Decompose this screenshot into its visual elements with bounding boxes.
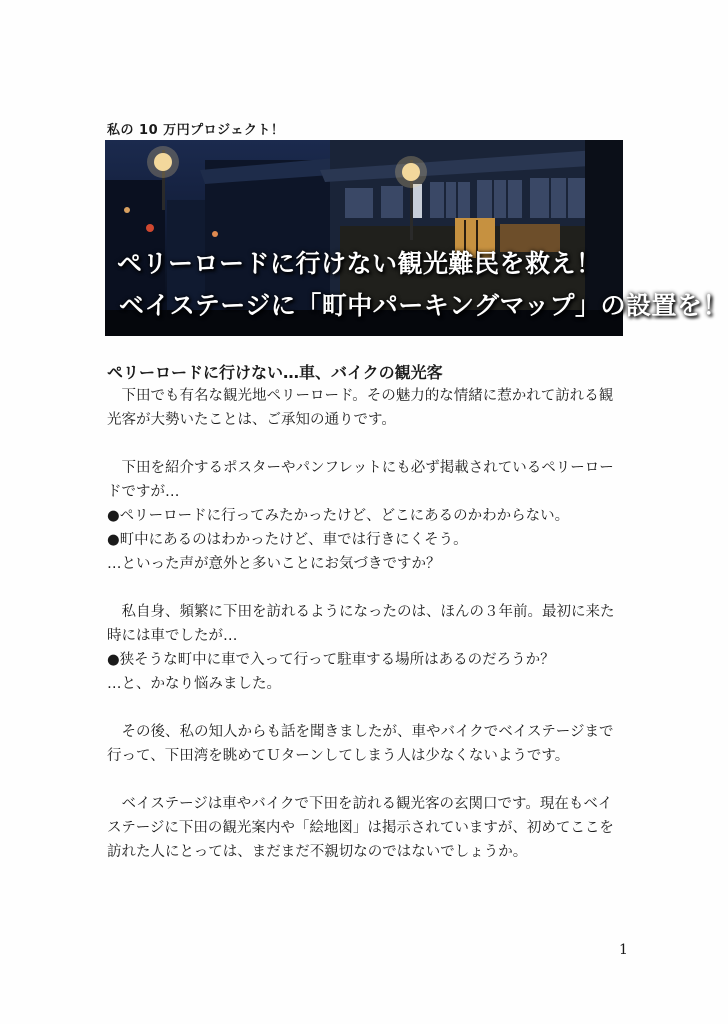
- bullet-item: ●町中にあるのはわかったけど、車では行きにくそう。: [107, 532, 468, 548]
- banner-title-line1: ペリーロードに行けない観光難民を救え！: [117, 249, 602, 278]
- text-line: 行って、下田湾を眺めてＵターンしてしまう人は少なくないようです。: [107, 748, 570, 764]
- page-number: 1: [619, 942, 628, 958]
- body-text: [107, 384, 632, 864]
- bullet-item: ●ペリーロードに行ってみたかったけど、どこにあるのかわからない。: [107, 508, 570, 524]
- text-line: 時には車でしたが…: [107, 628, 238, 644]
- text-line: 下田を紹介するポスターやパンフレットにも必ず掲載されているペリーロー: [107, 460, 614, 476]
- text-line: その後、私の知人からも話を聞きましたが、車やバイクでベイステージまで: [107, 724, 614, 740]
- text-line: …といった声が意外と多いことにお気づきですか？: [107, 556, 441, 572]
- paragraph-2: [107, 456, 632, 576]
- text-line: 下田でも有名な観光地ペリーロード。その魅力的な情緒に惹かれて訪れる観: [107, 388, 614, 404]
- paragraph-4: [107, 720, 632, 768]
- paragraph-1: [107, 384, 632, 432]
- text-line: ベイステージは車やバイクで下田を訪れる観光客の玄関口です。現在もベイ: [107, 796, 613, 812]
- text-line: 私自身、頻繁に下田を訪れるようになったのは、ほんの３年前。最初に来た: [107, 604, 615, 620]
- banner-title-line2: ベイステージに「町中パーキングマップ」の設置を！: [119, 291, 728, 320]
- paragraph-5: [107, 792, 632, 864]
- paragraph-3: [107, 600, 632, 696]
- text-line: ステージに下田の観光案内や「絵地図」は掲示されていますが、初めてここを: [107, 820, 614, 836]
- text-line: …と、かなり悩みました。: [107, 676, 281, 692]
- project-label: 私の 10 万円プロジェクト！: [107, 123, 285, 138]
- bullet-item: ●狭そうな町中に車で入って行って駐車する場所はあるのだろうか？: [107, 652, 555, 668]
- text-line: 光客が大勢いたことは、ご承知の通りです。: [107, 412, 396, 428]
- text-line: 訪れた人にとっては、まだまだ不親切なのではないでしょうか。: [107, 844, 528, 860]
- banner-image: [105, 140, 728, 336]
- section-heading: ペリーロードに行けない…車、バイクの観光客: [107, 363, 443, 382]
- text-line: ドですが…: [107, 484, 180, 500]
